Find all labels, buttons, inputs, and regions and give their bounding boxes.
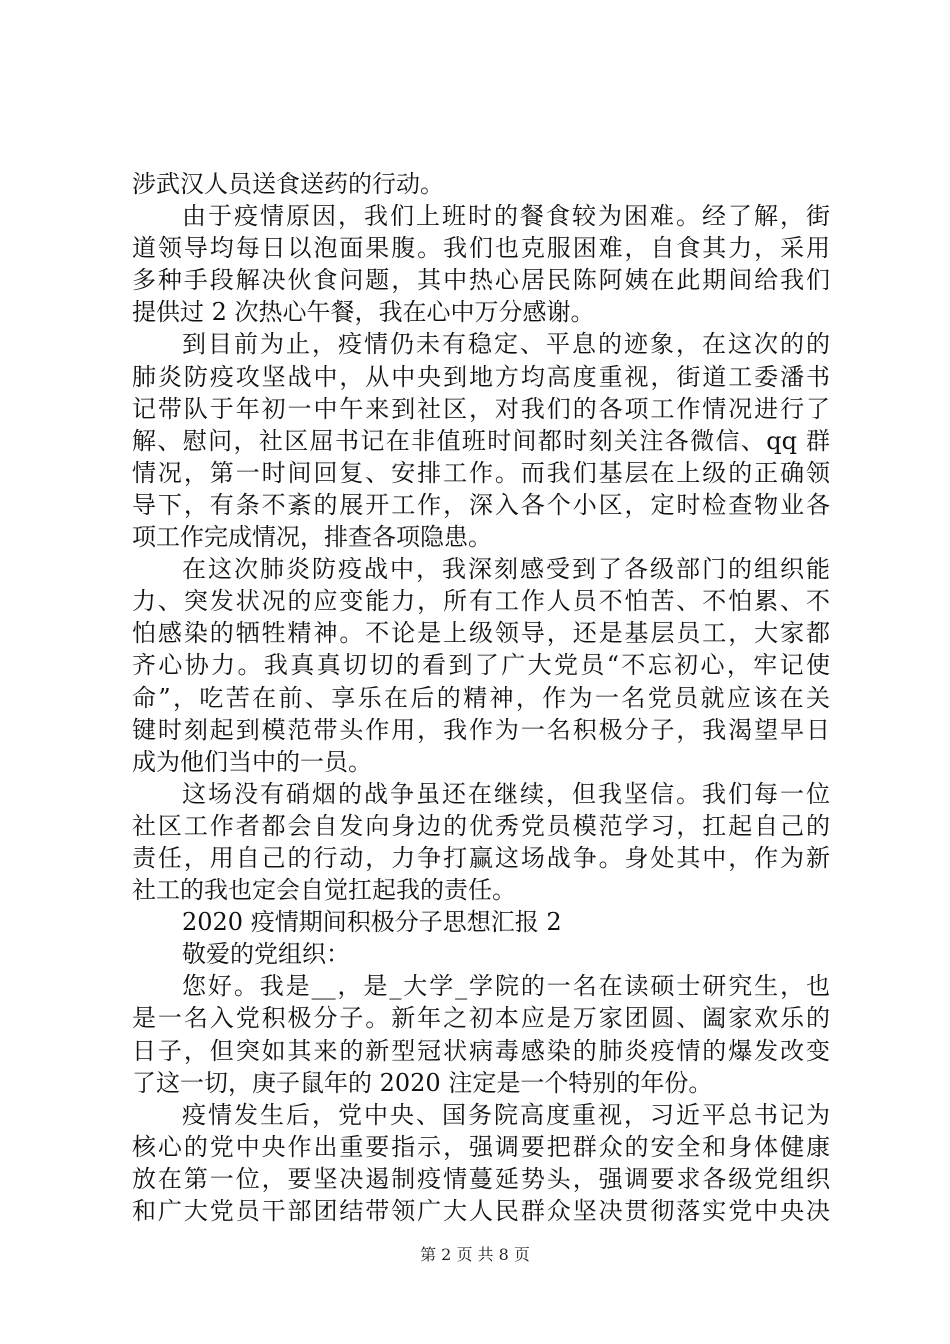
text-line: 解、慰问，社区屈书记在非值班时间都时刻关注各微信、qq 群 — [132, 426, 830, 455]
text-line: 项工作完成情况，排查各项隐患。 — [132, 523, 492, 552]
text-line: 涉武汉人员送食送药的行动。 — [132, 170, 444, 198]
text-line: 怕感染的牺牲精神。不论是上级领导，还是基层员工，大家都 — [132, 619, 830, 648]
page-footer: 第 2 页 共 8 页 — [420, 1245, 530, 1264]
text-line: 力、突发状况的应变能力，所有工作人员不怕苦、不怕累、不 — [132, 587, 830, 616]
text-line: 道领导均每日以泡面果腹。我们也克服困难，自食其力，采用 — [132, 234, 830, 263]
text-line: 了这一切，庚子鼠年的 2020 注定是一个特别的年份。 — [132, 1068, 713, 1097]
text-line: 命”，吃苦在前、享乐在后的精神，作为一名党员就应该在关 — [132, 683, 830, 712]
text-line: 提供过 2 次热心午餐，我在心中万分感谢。 — [132, 298, 595, 327]
document-body — [132, 168, 830, 1227]
text-line: 核心的党中央作出重要指示，强调要把群众的安全和身体健康 — [132, 1132, 830, 1161]
paragraph-start-line: 到目前为止，疫情仍未有稳定、平息的迹象，在这次的的 — [182, 330, 830, 359]
paragraph-start-line: 由于疫情原因，我们上班时的餐食较为困难。经了解，街 — [182, 202, 830, 231]
paragraph-start-line: 这场没有硝烟的战争虽还在继续，但我坚信。我们每一位 — [182, 779, 830, 808]
paragraph-start-line: 疫情发生后，党中央、国务院高度重视，习近平总书记为 — [182, 1100, 830, 1129]
text-line: 多种手段解决伙食问题，其中热心居民陈阿姨在此期间给我们 — [132, 266, 830, 295]
text-line: 记带队于年初一中午来到社区，对我们的各项工作情况进行了 — [132, 394, 830, 423]
text-line: 社工的我也定会自觉扛起我的责任。 — [132, 876, 516, 905]
text-line: 成为他们当中的一员。 — [132, 747, 372, 776]
text-line: 是一名入党积极分子。新年之初本应是万家团圆、阖家欢乐的 — [132, 1004, 830, 1033]
text-line: 责任，用自己的行动，力争打赢这场战争。身处其中，作为新 — [132, 843, 830, 872]
paragraph-start-line: 您好。我是__，是_大学_学院的一名在读硕士研究生，也 — [182, 972, 830, 1001]
text-line: 情况，第一时间回复、安排工作。而我们基层在上级的正确领 — [132, 458, 830, 487]
text-line: 肺炎防疫攻坚战中，从中央到地方均高度重视，街道工委潘书 — [132, 362, 830, 391]
section-title: 2020 疫情期间积极分子思想汇报 2 — [182, 908, 562, 937]
text-line: 放在第一位，要坚决遏制疫情蔓延势头，强调要求各级党组织 — [132, 1164, 830, 1193]
salutation: 敬爱的党组织： — [182, 940, 350, 969]
text-line: 日子，但突如其来的新型冠状病毒感染的肺炎疫情的爆发改变 — [132, 1036, 830, 1065]
text-line: 键时刻起到模范带头作用，我作为一名积极分子，我渴望早日 — [132, 715, 830, 744]
text-line: 和广大党员干部团结带领广大人民群众坚决贯彻落实党中央决 — [132, 1197, 830, 1225]
text-line: 社区工作者都会自发向身边的优秀党员模范学习，扛起自己的 — [132, 811, 830, 840]
text-line: 导下，有条不紊的展开工作，深入各个小区，定时检查物业各 — [132, 490, 830, 519]
paragraph-start-line: 在这次肺炎防疫战中，我深刻感受到了各级部门的组织能 — [182, 555, 830, 584]
text-line: 齐心协力。我真真切切的看到了广大党员“不忘初心，牢记使 — [132, 651, 830, 680]
